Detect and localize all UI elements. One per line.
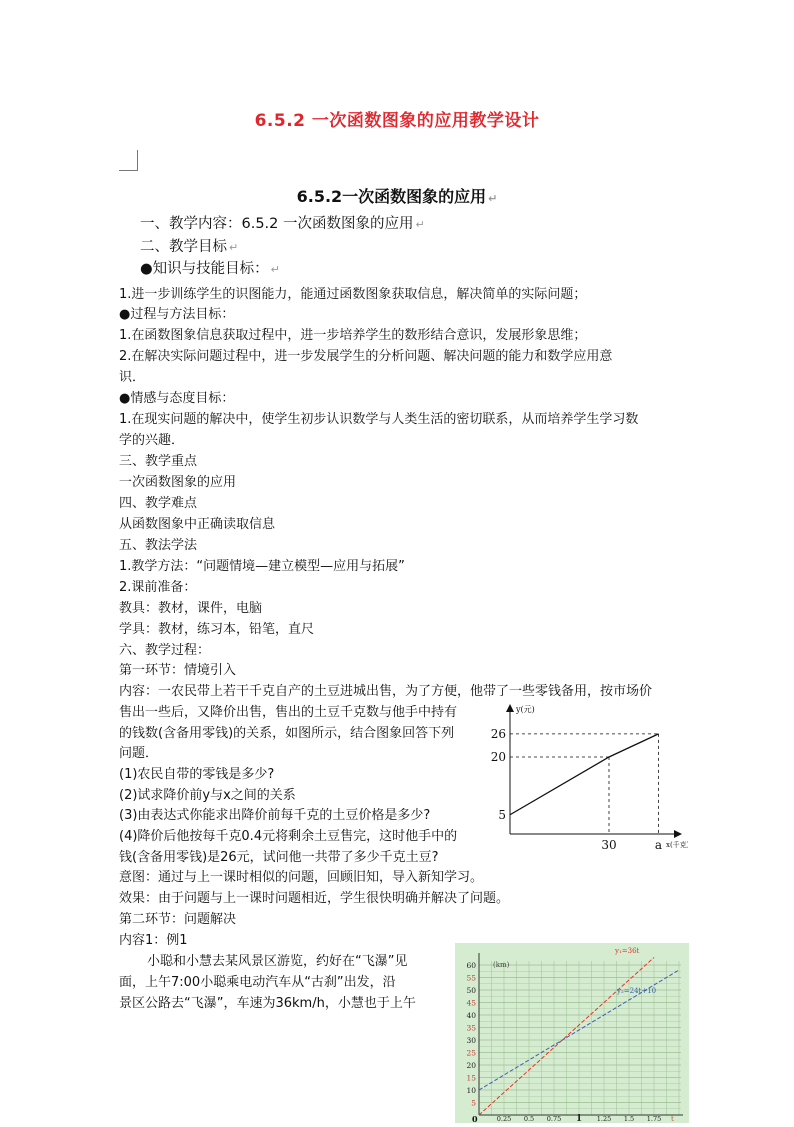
paragraph-mark: ↵ — [229, 241, 239, 254]
text-line: ●过程与方法目标： — [119, 307, 235, 322]
x-tick-label: a — [654, 838, 663, 852]
x-unit-label: t — [671, 1115, 674, 1123]
text-line: 四、教学难点 — [119, 496, 198, 511]
paragraph-mark: ↵ — [488, 192, 498, 205]
text-line: 一次函数图象的应用 — [119, 475, 237, 490]
y-tick-label: 25 — [466, 1048, 476, 1058]
y-tick-label: 26 — [490, 726, 506, 741]
travel-distance-chart-svg — [455, 943, 689, 1123]
text-line — [140, 213, 425, 236]
series-label: y₁=36t — [615, 947, 640, 955]
origin-label: 0 — [472, 1114, 478, 1123]
text-line: (1)农民自带的零钱是多少? — [119, 767, 275, 782]
text-line: 效果：由于问题与上一课时问题相近，学生很快明确并解决了问题。 — [119, 891, 510, 906]
potato-sales-chart — [488, 700, 688, 860]
text-line: 学的兴趣． — [119, 433, 185, 448]
text-line: 1.教学方法：“问题情境—建立模型—应用与拓展” — [119, 559, 405, 574]
y-tick-label: 5 — [471, 1098, 476, 1108]
text-line: 小聪和小慧去某风景区游览，约好在“飞瀑”见 — [147, 954, 408, 969]
x-tick-label: 1.75 — [646, 1115, 662, 1123]
y-tick-label: 35 — [466, 1023, 476, 1033]
text-line: (2)试求降价前y与x之间的关系 — [119, 788, 296, 803]
text-line: 内容1：例1 — [119, 933, 188, 948]
x-axis-label: x(千克) — [666, 841, 688, 849]
text-line — [140, 236, 238, 259]
x-tick-label: 0.75 — [546, 1115, 562, 1123]
series-label: y₂=24t+10 — [617, 987, 657, 995]
x-tick-label: 0.25 — [496, 1115, 512, 1123]
text-line: 面，上午7:00小聪乘电动汽车从“古刹”出发，沿 — [119, 975, 396, 990]
text-line: 识． — [119, 370, 146, 385]
y-tick-label: 15 — [466, 1073, 476, 1083]
x-tick-label: 30 — [601, 838, 617, 852]
y-tick-label: 20 — [490, 750, 506, 764]
document-title: 6.5.2 一次函数图象的应用教学设计 — [254, 111, 540, 131]
text-line: 的钱数(含备用零钱)的关系，如图所示，结合图象回答下列 — [119, 726, 455, 741]
text-line: 1.在函数图象信息获取过程中，进一步培养学生的数形结合意识，发展形象思维； — [119, 328, 587, 343]
text-line: 五、教法学法 — [119, 538, 198, 553]
text-line: 1.进一步训练学生的识图能力，能通过函数图象获取信息，解决简单的实际问题； — [119, 287, 587, 302]
text-line: 第二环节：问题解决 — [119, 912, 237, 927]
potato-sales-chart-svg — [488, 700, 688, 860]
text-line: ●情感与态度目标： — [119, 391, 235, 406]
text-line: (4)降价后他按每千克0.4元将剩余土豆售完，这时他手中的 — [119, 829, 458, 844]
x-tick-label: 1.5 — [623, 1115, 635, 1123]
y-axis-label: y(元) — [516, 705, 535, 714]
text-line: 1.在现实问题的解决中，使学生初步认识数学与人类生活的密切联系，从而培养学生学习数 — [119, 412, 639, 427]
y-tick-label: 20 — [466, 1061, 476, 1070]
paragraph-mark: ↵ — [415, 218, 425, 231]
y-tick-label: 45 — [466, 998, 476, 1008]
text-line: 从函数图象中正确读取信息 — [119, 517, 276, 532]
text-line: 钱(含备用零钱)是26元，试问他一共带了多少千克土豆? — [119, 850, 439, 865]
x-tick-label: 1 — [575, 1114, 583, 1123]
text-line: 三、教学重点 — [119, 454, 198, 469]
text-line: 教具：教材，课件，电脑 — [119, 601, 263, 616]
text-line: 2.在解决实际问题过程中，进一步发展学生的分析问题、解决问题的能力和数学应用意 — [119, 349, 613, 364]
text-line: 景区公路去“飞瀑”，车速为36km/h，小慧也于上午 — [119, 996, 416, 1011]
y-tick-label: 55 — [466, 973, 476, 983]
travel-distance-chart — [455, 943, 689, 1123]
text-line: 售出一些后，又降价出售，售出的土豆千克数与他手中持有 — [119, 705, 458, 720]
text-line: 六、教学过程： — [119, 643, 211, 658]
section-title — [0, 184, 794, 207]
line-text: 一、教学内容：6.5.2 一次函数图象的应用 — [140, 216, 414, 232]
y-unit-label: (km) — [493, 961, 510, 969]
section-title-text: 6.5.2一次函数图象的应用 — [296, 187, 487, 206]
x-tick-label: 0.5 — [523, 1115, 535, 1123]
line-text: ●知识与技能目标： — [140, 261, 269, 277]
text-line — [140, 258, 280, 281]
y-tick-label: 5 — [498, 807, 506, 822]
y-tick-label: 50 — [466, 986, 476, 995]
text-line: 第一环节：情境引入 — [119, 663, 237, 678]
text-line: (3)由表达式你能求出降价前每千克的土豆价格是多少? — [119, 808, 431, 823]
x-tick-label: 1.25 — [596, 1115, 612, 1123]
text-line: 2.课前准备： — [119, 580, 197, 595]
series-line — [510, 734, 659, 815]
y-tick-label: 10 — [466, 1086, 476, 1095]
y-tick-label: 60 — [466, 961, 476, 970]
y-tick-label: 30 — [466, 1036, 476, 1045]
text-line: 意图：通过与上一课时相似的问题，回顾旧知，导入新知学习。 — [119, 870, 484, 885]
paragraph-mark: ↵ — [270, 263, 280, 276]
text-line: 内容：一农民带上若干千克自产的土豆进城出售，为了方便，他带了一些零钱备用，按市场价 — [119, 684, 653, 699]
text-line: 学具：教材，练习本，铅笔，直尺 — [119, 622, 315, 637]
line-text: 二、教学目标 — [140, 239, 227, 255]
text-line: 问题． — [119, 746, 159, 761]
page-corner-mark — [119, 150, 138, 171]
y-tick-label: 40 — [466, 1011, 476, 1020]
